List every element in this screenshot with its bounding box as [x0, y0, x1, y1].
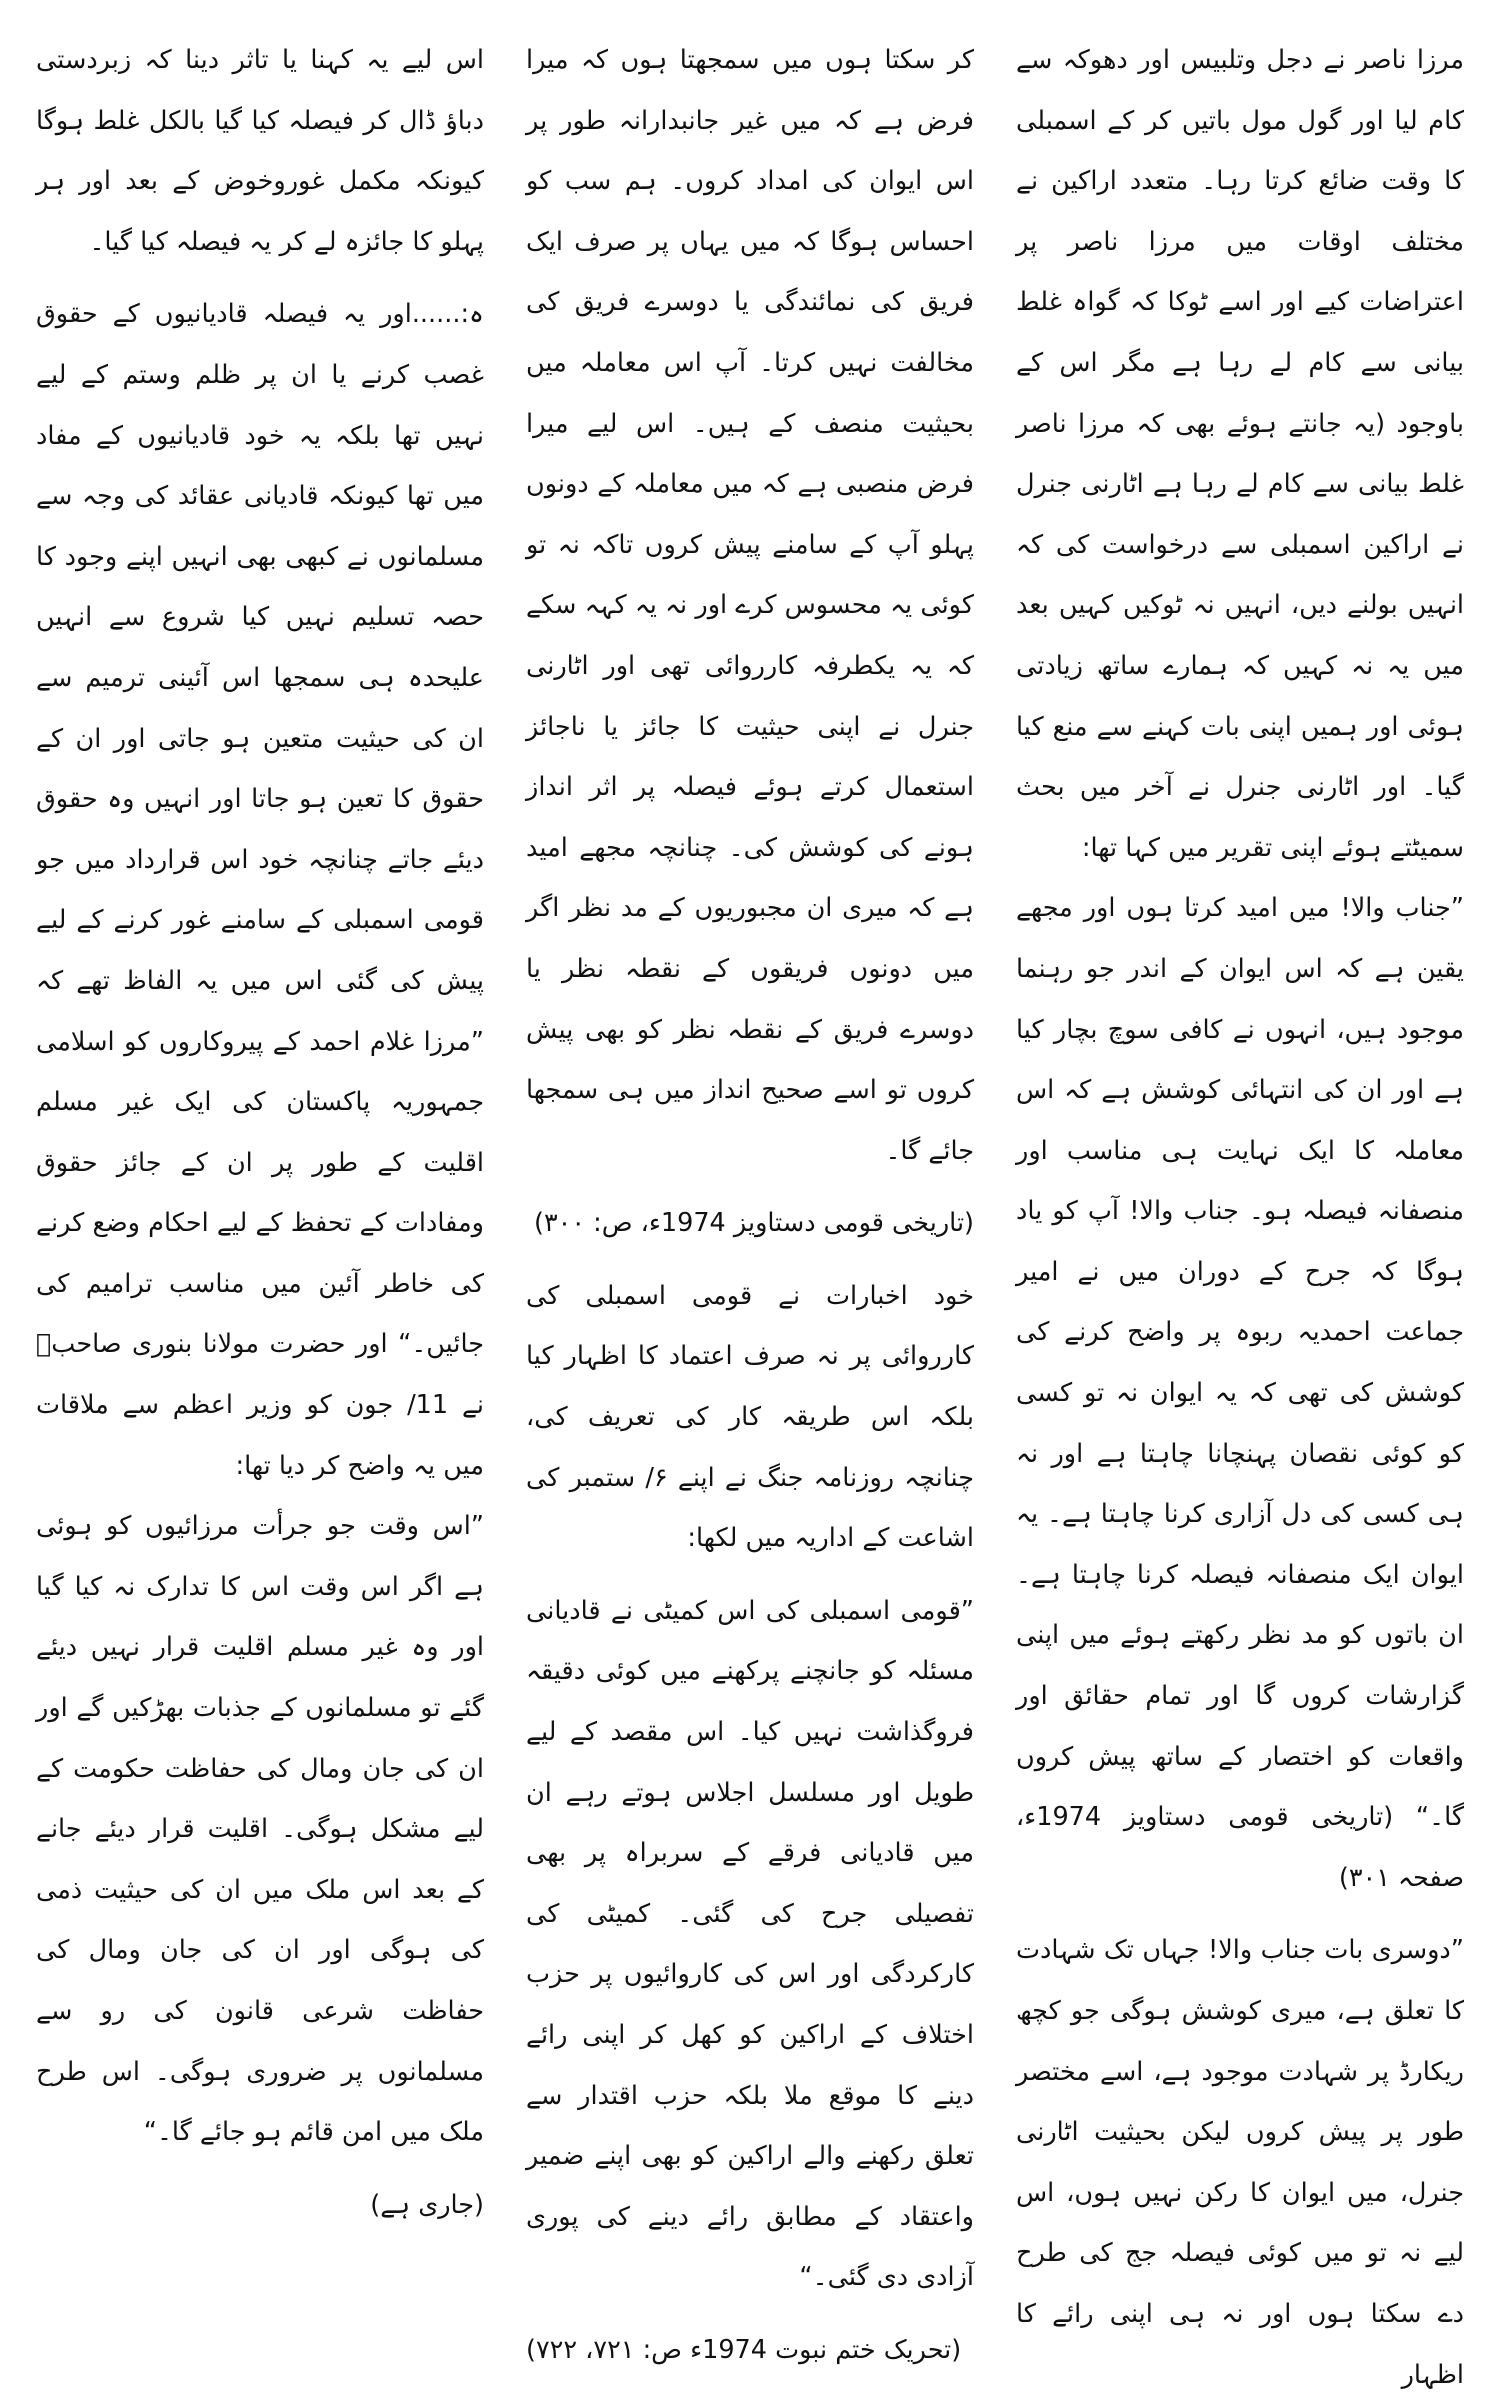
- citation: (تاریخی قومی دستاویز 1974ء، ص: ۳۰۰): [533, 1208, 974, 1239]
- continued-note: (جاری ہے): [370, 2189, 484, 2220]
- newspaper-page: [36, 30, 1464, 2390]
- citation: (تحریک ختم نبوت 1974ء ص: ۷۲۱، ۷۲۲): [526, 2334, 962, 2365]
- quotation-testimony: ”دوسری بات جناب والا! جہاں تک شہادت کا تعلق ہے، میری کوشش ہوگی جو کچھ ریکارڈ پر شہادت موجود ہے، اسے مختصر طور پر پیش کروں لیکن بحیثیت اٹارنی جنرل، میں ایوان کا رکن نہیں ہوں، اس لیے نہ تو میں کوئی فیصلہ جج کی طرح دے سکتا ہوں اور نہ ہی اپنی رائے کا اظہار: [1016, 1935, 1464, 2390]
- column-left: [36, 30, 484, 2220]
- quotation-banuri: ”اس وقت جو جرأت مرزائیوں کو ہوئی ہے اگر اس وقت اس کا تدارک نہ کیا گیا اور وہ غیر مسلم اقلیت قرار نہیں دیئے گئے تو مسلمانوں کے جذبات بھڑکیں گے اور ان کی جان ومال کی حفاظت حکومت کے لیے مشکل ہوگی۔ اقلیت قرار دیئے جانے کے بعد اس ملک میں ان کی حیثیت ذمی کی ہوگی اور ان کی جان ومال کی حفاظت شرعی قانون کی رو سے مسلمانوں پر ضروری ہوگی۔ اس طرح ملک میں امن قائم ہو جائے گا۔“: [36, 1511, 484, 2148]
- quotation-jang-editorial: ”قومی اسمبلی کی اس کمیٹی نے قادیانی مسئلہ کو جانچنے پرکھنے میں کوئی دقیقہ فروگذاشت نہیں کیا۔ اس مقصد کے لیے طویل اور مسلسل اجلاس ہوتے رہے ان میں قادیانی فرقے کے سربراہ پر بھی تفصیلی جرح کی گئی۔ کمیٹی کی کارکردگی اور اس کی کاروائیوں پر حزب اختلاف کے اراکین کو کھل کر اپنی رائے دینے کا موقع ملا بلکہ حزب اقتدار سے تعلق رکھنے والے اراکین کو بھی اپنے ضمیر واعتقاد کے مطابق رائے دینے کی پوری آزادی دی گئی۔“: [526, 1595, 974, 2293]
- quotation-attorney-general: ”جناب والا! میں امید کرتا ہوں اور مجھے یقین ہے کہ اس ایوان کے اندر جو رہنما موجود ہیں، انہوں نے کافی سوچ بچار کیا ہے اور ان کی انتہائی کوشش ہے کہ اس معاملہ کا ایک نہایت ہی مناسب اور منصفانہ فیصلہ ہو۔ جناب والا! آپ کو یاد ہوگا کہ جرح کے دوران میں نے امیر جماعت احمدیہ ربوہ پر واضح کرنے کی کوشش کی تھی کہ یہ ایوان نہ تو کسی کو کوئی نقصان پہنچانا چاہتا ہے اور نہ ہی کسی کی دل آزاری کرنا چاہتا ہے۔ یہ ایوان ایک منصفانہ فیصلہ کرنا چاہتا ہے۔ ان باتوں کو مد نظر رکھتے ہوئے میں اپنی گزارشات کروں گا اور تمام حقائق اور واقعات کو اختصار کے ساتھ پیش کروں گا۔“ (تاریخی قومی دستاویز 1974ء، صفحہ ۳۰۱): [1016, 893, 1464, 1893]
- paragraph: ہ:......اور یہ فیصلہ قادیانیوں کے حقوق غصب کرنے یا ان پر ظلم وستم کے لیے نہیں تھا بلکہ یہ خود قادیانیوں کے مفاد میں تھا کیونکہ قادیانی عقائد کی وجہ سے مسلمانوں نے کبھی بھی انہیں اپنے وجود کا حصہ تسلیم نہیں کیا شروع سے انہیں علیحدہ ہی سمجھا اس آئینی ترمیم سے ان کی حیثیت متعین ہو جاتی اور ان کے حقوق کا تعین ہو جاتا اور انہیں وہ حقوق دیئے جاتے چنانچہ خود اس قرارداد میں جو قومی اسمبلی کے سامنے غور کرنے کے لیے پیش کی گئی اس میں یہ الفاظ تھے کہ ”مرزا غلام احمد کے پیروکاروں کو اسلامی جمہوریہ پاکستان کی ایک غیر مسلم اقلیت کے طور پر ان کے جائز حقوق ومفادات کے تحفظ کے لیے احکام وضع کرنے کی خاطر آئین میں مناسب ترامیم کی جائیں۔“ اور حضرت مولانا بنوری صاحبؒ نے 11/ جون کو وزیر اعظم سے ملاقات میں یہ واضح کر دیا تھا:: [36, 299, 484, 1481]
- column-middle: [526, 30, 975, 2365]
- paragraph: کر سکتا ہوں میں سمجھتا ہوں کہ میرا فرض ہے کہ میں غیر جانبدارانہ طور پر اس ایوان کی امداد کروں۔ ہم سب کو احساس ہوگا کہ میں یہاں پر صرف ایک فریق کی نمائندگی یا دوسرے فریق کی مخالفت نہیں کرتا۔ آپ اس معاملہ میں بحیثیت منصف کے ہیں۔ اس لیے میرا فرض منصبی ہے کہ میں معاملہ کے دونوں پہلو آپ کے سامنے پیش کروں تاکہ نہ تو کوئی یہ محسوس کرے اور نہ یہ کہہ سکے کہ یہ یکطرفہ کارروائی تھی اور اٹارنی جنرل نے اپنی حیثیت کا جائز یا ناجائز استعمال کرتے ہوئے فیصلہ پر اثر انداز ہونے کی کوشش کی۔ چنانچہ مجھے امید ہے کہ میری ان مجبوریوں کے مد نظر اگر میں دونوں فریقوں کے نقطہ نظر یا دوسرے فریق کے نقطہ نظر کو بھی پیش کروں تو اسے صحیح انداز میں ہی سمجھا جائے گا۔: [526, 45, 974, 1166]
- paragraph: اس لیے یہ کہنا یا تاثر دینا کہ زبردستی دباؤ ڈال کر فیصلہ کیا گیا بالکل غلط ہوگا کیونکہ مکمل غوروخوض کے بعد اور ہر پہلو کا جائزہ لے کر یہ فیصلہ کیا گیا۔: [36, 45, 484, 257]
- paragraph: مرزا ناصر نے دجل وتلبیس اور دھوکہ سے کام لیا اور گول مول باتیں کر کے اسمبلی کا وقت ضائع کرتا رہا۔ متعدد اراکین نے مختلف اوقات میں مرزا ناصر پر اعتراضات کیے اور اسے ٹوکا کہ گواہ غلط بیانی سے کام لے رہا ہے مگر اس کے باوجود (یہ جانتے ہوئے بھی کہ مرزا ناصر غلط بیانی سے کام لے رہا ہے اٹارنی جنرل نے اراکین اسمبلی سے درخواست کی کہ انہیں بولنے دیں، انہیں نہ ٹوکیں کہیں بعد میں یہ نہ کہیں کہ ہمارے ساتھ زیادتی ہوئی اور ہمیں اپنی بات کہنے سے منع کیا گیا۔ اور اٹارنی جنرل نے آخر میں بحث سمیٹتے ہوئے اپنی تقریر میں کہا تھا:: [1016, 45, 1464, 863]
- column-right: [1016, 30, 1464, 2390]
- paragraph: خود اخبارات نے قومی اسمبلی کی کارروائی پر نہ صرف اعتماد کا اظہار کیا بلکہ اس طریقہ کار کی تعریف کی، چنانچہ روزنامہ جنگ نے اپنے ۶/ ستمبر کی اشاعت کے اداریہ میں لکھا:: [526, 1280, 975, 1554]
